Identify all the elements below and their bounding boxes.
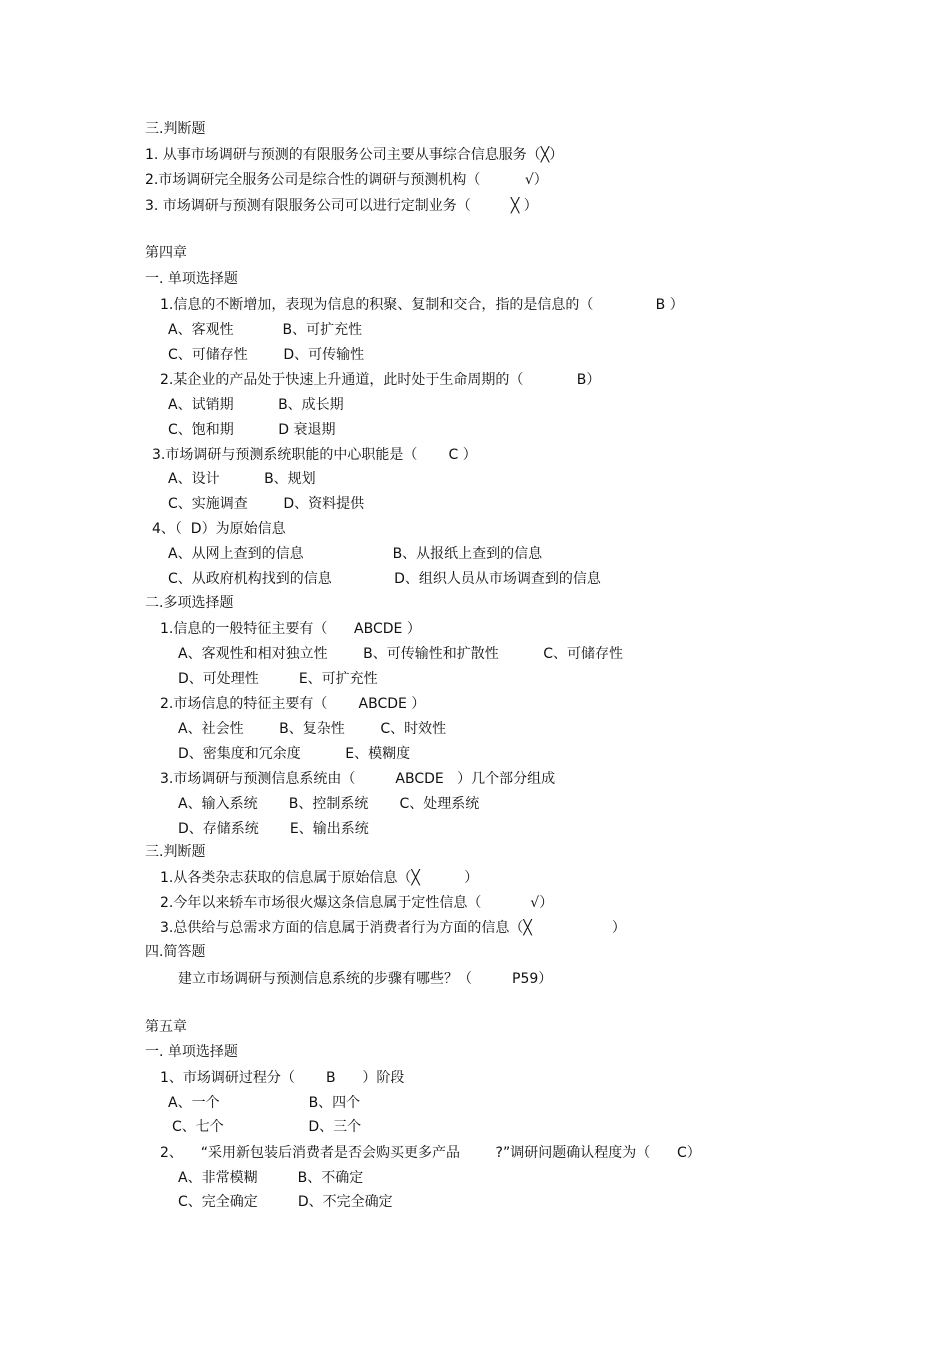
option-line: D、存储系统 E、输出系统 [178, 821, 369, 837]
option-line: A、一个 B、四个 [168, 1095, 361, 1111]
question-line: 建立市场调研与预测信息系统的步骤有哪些？（ P59） [178, 971, 553, 987]
option-line: D、可处理性 E、可扩充性 [178, 671, 378, 687]
question-line: 1.信息的一般特征主要有（ ABCDE ） [160, 621, 421, 637]
option-line: A、设计 B、规划 [168, 471, 316, 487]
option-line: C、实施调查 D、资料提供 [168, 496, 365, 512]
question-line: 3.市场调研与预测信息系统由（ ABCDE ）几个部分组成 [160, 771, 556, 787]
question-line: 3.总供给与总需求方面的信息属于消费者行为方面的信息（╳ ） [160, 920, 626, 936]
option-line: A、社会性 B、复杂性 C、时效性 [178, 721, 447, 737]
option-line: C、从政府机构找到的信息 D、组织人员从市场调查到的信息 [168, 571, 601, 587]
question-line: 2.市场信息的特征主要有（ ABCDE ） [160, 696, 426, 712]
question-line: 4、（ D）为原始信息 [152, 521, 286, 537]
question-line: 1.从各类杂志获取的信息属于原始信息（╳ ） [160, 870, 479, 886]
option-line: A、输入系统 B、控制系统 C、处理系统 [178, 796, 480, 812]
section-heading-single-choice: 一. 单项选择题 [145, 271, 238, 287]
option-line: A、非常模糊 B、不确定 [178, 1170, 364, 1186]
chapter-heading: 第五章 [145, 1019, 187, 1035]
question-line: 2、 “采用新包装后消费者是否会购买更多产品 ?”调研问题确认程度为（ C） [160, 1145, 701, 1161]
question-line: 3.市场调研与预测系统职能的中心职能是（ C ） [152, 447, 477, 463]
option-line: C、饱和期 D 衰退期 [168, 422, 336, 438]
option-line: C、七个 D、三个 [172, 1119, 362, 1135]
option-line: A、从网上查到的信息 B、从报纸上查到的信息 [168, 546, 543, 562]
section-heading-judgment: 三.判断题 [145, 844, 206, 860]
chapter-heading: 第四章 [145, 245, 187, 261]
option-line: D、密集度和冗余度 E、模糊度 [178, 746, 411, 762]
question-line: 1. 从事市场调研与预测的有限服务公司主要从事综合信息服务（╳） [145, 147, 564, 163]
question-line: 2.市场调研完全服务公司是综合性的调研与预测机构（ √） [145, 172, 548, 188]
option-line: A、试销期 B、成长期 [168, 397, 344, 413]
question-line: 3. 市场调研与预测有限服务公司可以进行定制业务（ ╳ ） [145, 198, 538, 214]
question-line: 2.某企业的产品处于快速上升通道，此时处于生命周期的（ B） [160, 372, 601, 388]
question-line: 1、市场调研过程分（ B ）阶段 [160, 1070, 405, 1086]
option-line: A、客观性 B、可扩充性 [168, 322, 363, 338]
section-heading-single-choice: 一. 单项选择题 [145, 1044, 238, 1060]
section-heading-judgment: 三.判断题 [145, 121, 206, 137]
question-line: 2.今年以来轿车市场很火爆这条信息属于定性信息（ √） [160, 895, 554, 911]
option-line: C、完全确定 D、不完全确定 [178, 1194, 393, 1210]
option-line: C、可储存性 D、可传输性 [168, 347, 365, 363]
section-heading-short-answer: 四.简答题 [145, 944, 206, 960]
option-line: A、客观性和相对独立性 B、可传输性和扩散性 C、可储存性 [178, 646, 624, 662]
section-heading-multiple-choice: 二.多项选择题 [145, 595, 234, 611]
question-line: 1.信息的不断增加，表现为信息的积聚、复制和交合，指的是信息的（ B ） [160, 297, 684, 313]
